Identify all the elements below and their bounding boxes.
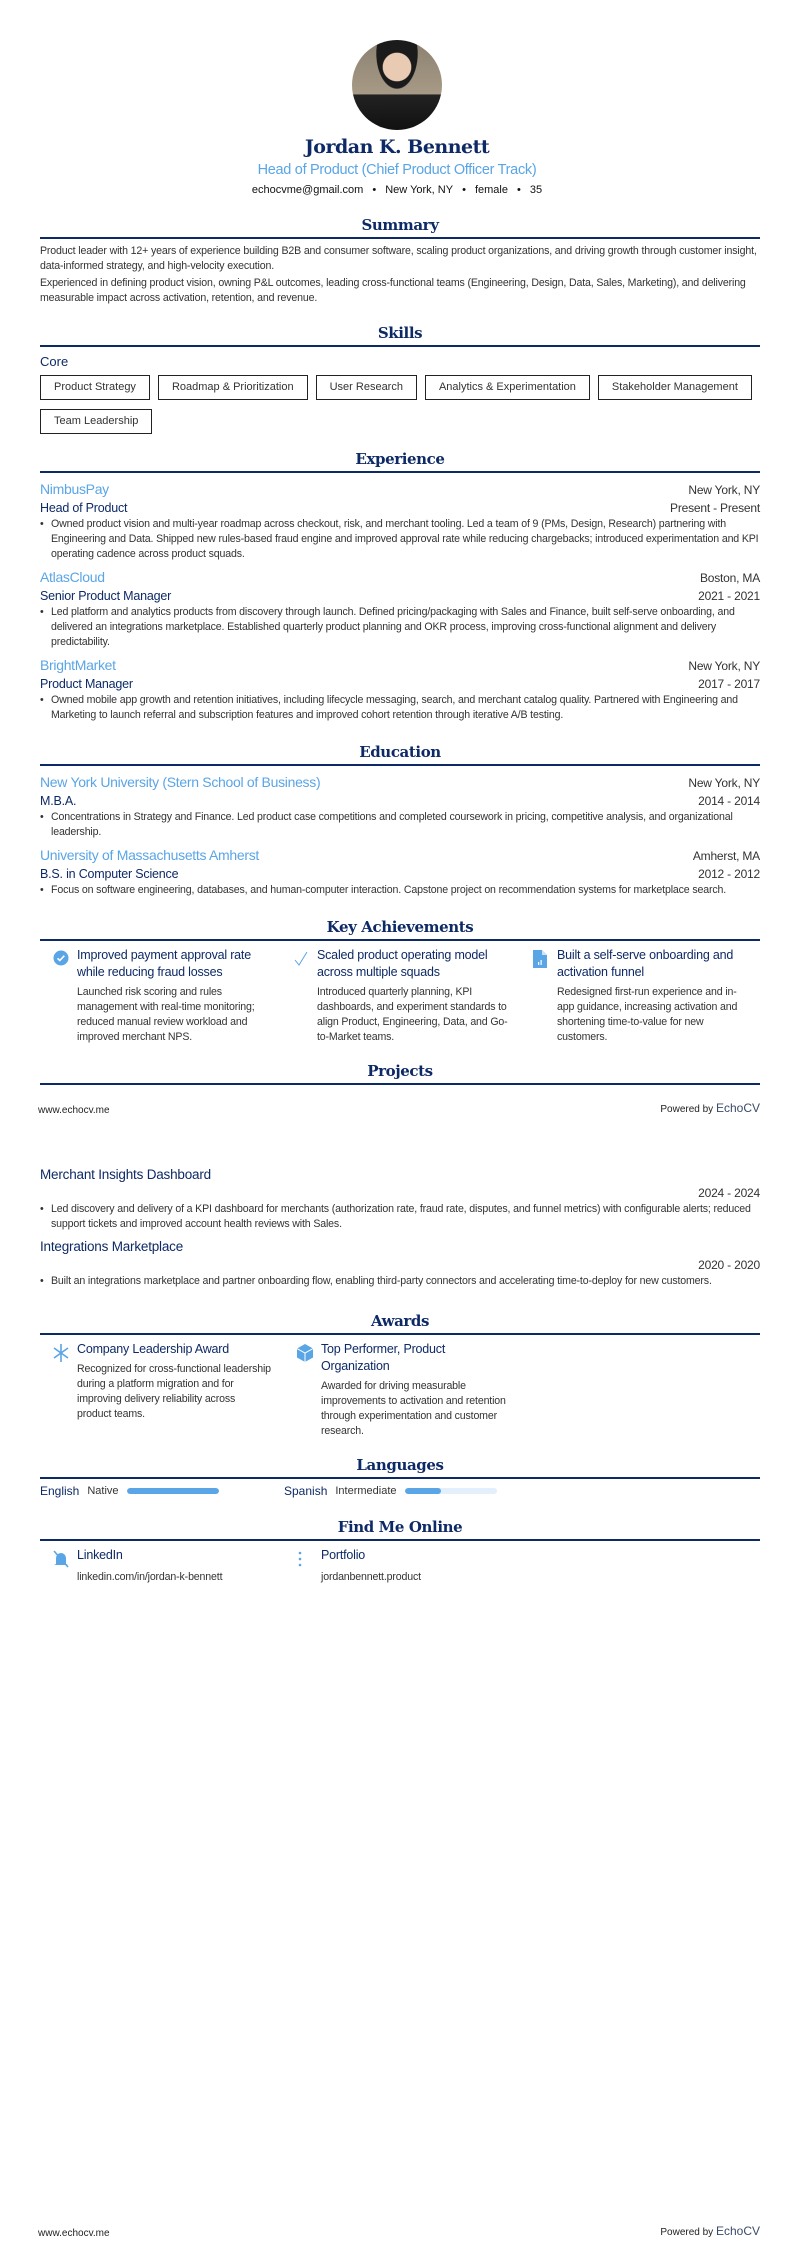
languages-heading: Languages	[40, 1455, 760, 1479]
online-heading: Find Me Online	[40, 1517, 760, 1541]
language-proficiency-bar	[405, 1488, 497, 1494]
education-heading: Education	[40, 742, 760, 766]
awards-list	[40, 1341, 760, 1439]
job-bullet: • Owned product vision and multi-year roadmap across checkout, risk, and merchant tooling. Led a team of 9 (PMs, Design, Research) partnering with Engineering and Data. Shipped new rules-based fraud engine and improved approval rate while reducing chargebacks; introduced experimentation and KPI operating cadence across product squads.	[40, 517, 760, 562]
online-profile[interactable]	[40, 1547, 284, 1585]
experience-item	[40, 480, 760, 562]
gender: female	[474, 184, 508, 196]
online-profile[interactable]	[284, 1547, 528, 1585]
skill-chip: Analytics & Experimentation	[425, 375, 590, 400]
job-dates: Present - Present	[670, 501, 760, 515]
footer-powered-by	[660, 2224, 760, 2238]
candidate-name: Jordan K. Bennett	[304, 136, 490, 158]
school-location: New York, NY	[688, 776, 760, 790]
job-role: Senior Product Manager	[40, 589, 172, 603]
projects-list	[40, 1166, 760, 1295]
job-dates: 2017 - 2017	[698, 677, 760, 691]
summary-text	[40, 244, 760, 306]
job-bullet: • Led platform and analytics products from discovery through launch. Defined pricing/packaging with Sales and Finance, built self-serve onboarding, and delivered an integrations marketplace. Established quarterly product planning and OKR process, improving cross-functional alignment and delivery predictability.	[40, 605, 760, 650]
summary-paragraph: Product leader with 12+ years of experience building B2B and consumer software, scaling product organizations, and driving growth through customer insight, data-informed strategy, and high-velocity execution.	[40, 245, 757, 272]
footer-site-link[interactable]: www.echocv.me	[38, 2228, 110, 2239]
profile-label: LinkedIn	[77, 1548, 123, 1562]
profile-link[interactable]: linkedin.com/in/jordan-k-bennett	[77, 1571, 223, 1583]
languages-list	[40, 1484, 760, 1498]
award-card-title: Top Performer, Product Organization	[321, 1342, 446, 1373]
skill-chip: User Research	[316, 375, 417, 400]
project-item	[40, 1238, 760, 1289]
education-list	[40, 773, 760, 904]
summary-paragraph: Experienced in defining product vision, owning P&L outcomes, leading cross-functional teams (Engineering, Design, Data, Sales, Marketing), and delivering measurable impact across activation, retention, and revenue.	[40, 277, 746, 304]
experience-heading: Experience	[40, 449, 760, 473]
achievement-card-description: Redesigned first-run experience and in-app guidance, increasing activation and shortening time-to-value for new customers.	[557, 986, 738, 1043]
job-location: New York, NY	[688, 483, 760, 497]
degree: M.B.A.	[40, 794, 77, 808]
achievement-card	[520, 947, 760, 1045]
skill-group-label: Core	[40, 354, 69, 369]
powered-by-label: Powered by	[660, 1104, 714, 1115]
language-item	[40, 1484, 284, 1498]
online-list	[40, 1547, 760, 1585]
skill-chip: Stakeholder Management	[598, 375, 752, 400]
profile-label: Portfolio	[321, 1548, 366, 1562]
job-location: Boston, MA	[699, 571, 760, 585]
company-name: BrightMarket	[40, 657, 116, 673]
language-name: Spanish	[284, 1484, 328, 1498]
language-proficiency-bar	[127, 1488, 219, 1494]
language-level: Native	[87, 1485, 119, 1497]
skill-chips	[40, 375, 760, 434]
sparkle-icon	[40, 1341, 77, 1439]
achievement-card-description: Launched risk scoring and rules management with real-time monitoring; reduced manual review workload and improved merchant NPS.	[77, 986, 255, 1043]
language-level: Intermediate	[335, 1485, 397, 1497]
company-name: AtlasCloud	[40, 569, 105, 585]
school-location: Amherst, MA	[692, 849, 760, 863]
job-bullet: • Owned mobile app growth and retention initiatives, including lifecycle messaging, search, and merchant catalog quality. Partnered with Engineering and Marketing to launch referral and subscription features and improved cohort retention through iterative A/B testing.	[40, 693, 760, 723]
experience-list	[40, 480, 760, 729]
degree: B.S. in Computer Science	[40, 867, 179, 881]
project-dates: 2024 - 2024	[698, 1186, 760, 1200]
achievement-card-title: Scaled product operating model across multiple squads	[317, 948, 488, 979]
skills-heading: Skills	[40, 323, 760, 347]
award-card	[284, 1341, 528, 1439]
award-card-description: Awarded for driving measurable improvements to activation and retention through experimentation and customer research.	[321, 1380, 506, 1437]
education-item	[40, 773, 760, 840]
achievement-card	[280, 947, 520, 1045]
language-item	[284, 1484, 528, 1498]
education-dates: 2014 - 2014	[698, 794, 760, 808]
skill-chip: Roadmap & Prioritization	[158, 375, 308, 400]
profile-photo	[352, 40, 442, 130]
project-bullet: • Built an integrations marketplace and partner onboarding flow, enabling third-party connectors and accelerating time-to-deploy for new customers.	[40, 1274, 760, 1289]
powered-by-label: Powered by	[660, 2227, 714, 2238]
school-name: University of Massachusetts Amherst	[40, 847, 260, 863]
job-location: New York, NY	[688, 659, 760, 673]
experience-item	[40, 656, 760, 723]
achievement-card	[40, 947, 280, 1045]
achievement-card-title: Improved payment approval rate while reducing fraud losses	[77, 948, 251, 979]
footer-powered-by	[660, 1101, 760, 1115]
award-card-title: Company Leadership Award	[77, 1342, 230, 1356]
summary-heading: Summary	[40, 215, 760, 239]
achievement-card-description: Introduced quarterly planning, KPI dashboards, and experiment standards to align Product, Engineering, Data, and Go-to-Market teams.	[317, 986, 508, 1043]
brand-logo: EchoCV	[715, 2224, 760, 2238]
school-name: New York University (Stern School of Business)	[40, 774, 321, 790]
profile-link[interactable]: jordanbennett.product	[321, 1571, 421, 1583]
project-dates: 2020 - 2020	[698, 1258, 760, 1272]
file-chart-icon	[520, 947, 557, 1045]
achievement-card-title: Built a self-serve onboarding and activation funnel	[557, 948, 734, 979]
skill-chip: Product Strategy	[40, 375, 150, 400]
projects-heading: Projects	[40, 1061, 760, 1085]
skill-chip: Team Leadership	[40, 409, 152, 434]
language-name: English	[40, 1484, 80, 1498]
location: New York, NY	[385, 184, 454, 196]
experience-item	[40, 568, 760, 650]
brand-logo: EchoCV	[715, 1101, 760, 1115]
company-name: NimbusPay	[40, 481, 109, 497]
email[interactable]: echocvme@gmail.com	[251, 184, 364, 196]
job-role: Head of Product	[40, 501, 128, 515]
education-dates: 2012 - 2012	[698, 867, 760, 881]
cube-icon	[284, 1341, 321, 1439]
awards-heading: Awards	[40, 1311, 760, 1335]
project-item	[40, 1166, 760, 1232]
check-icon	[280, 947, 317, 1045]
footer-site-link[interactable]: www.echocv.me	[38, 1105, 110, 1116]
age: 35	[529, 184, 543, 196]
contact-line: echocvme@gmail.com • New York, NY • female • 35	[251, 184, 543, 196]
achievements-list	[40, 947, 760, 1045]
project-name: Integrations Marketplace	[40, 1239, 184, 1254]
achievements-heading: Key Achievements	[40, 917, 760, 941]
ellipsis-icon	[284, 1547, 321, 1585]
project-name: Merchant Insights Dashboard	[40, 1167, 211, 1182]
check-circle-icon	[40, 947, 77, 1045]
education-bullet: • Concentrations in Strategy and Finance. Led product case competitions and completed coursework in pricing, competitive analysis, and organizational leadership.	[40, 810, 760, 840]
job-role: Product Manager	[40, 677, 133, 691]
education-bullet: • Focus on software engineering, databases, and human-computer interaction. Capstone project on recommendation systems for marketplace search.	[40, 883, 760, 898]
job-dates: 2021 - 2021	[698, 589, 760, 603]
linkedin-icon	[40, 1547, 77, 1585]
candidate-title: Head of Product (Chief Product Officer Track)	[257, 162, 537, 178]
project-bullet: • Led discovery and delivery of a KPI dashboard for merchants (authorization rate, fraud rate, disputes, and funnel metrics) with configurable alerts; reduced support tickets and improved account health reviews with Sales.	[40, 1202, 760, 1232]
award-card	[40, 1341, 284, 1439]
award-card-description: Recognized for cross-functional leadership during a platform migration and for improving delivery reliability across product teams.	[77, 1363, 271, 1420]
education-item	[40, 846, 760, 898]
